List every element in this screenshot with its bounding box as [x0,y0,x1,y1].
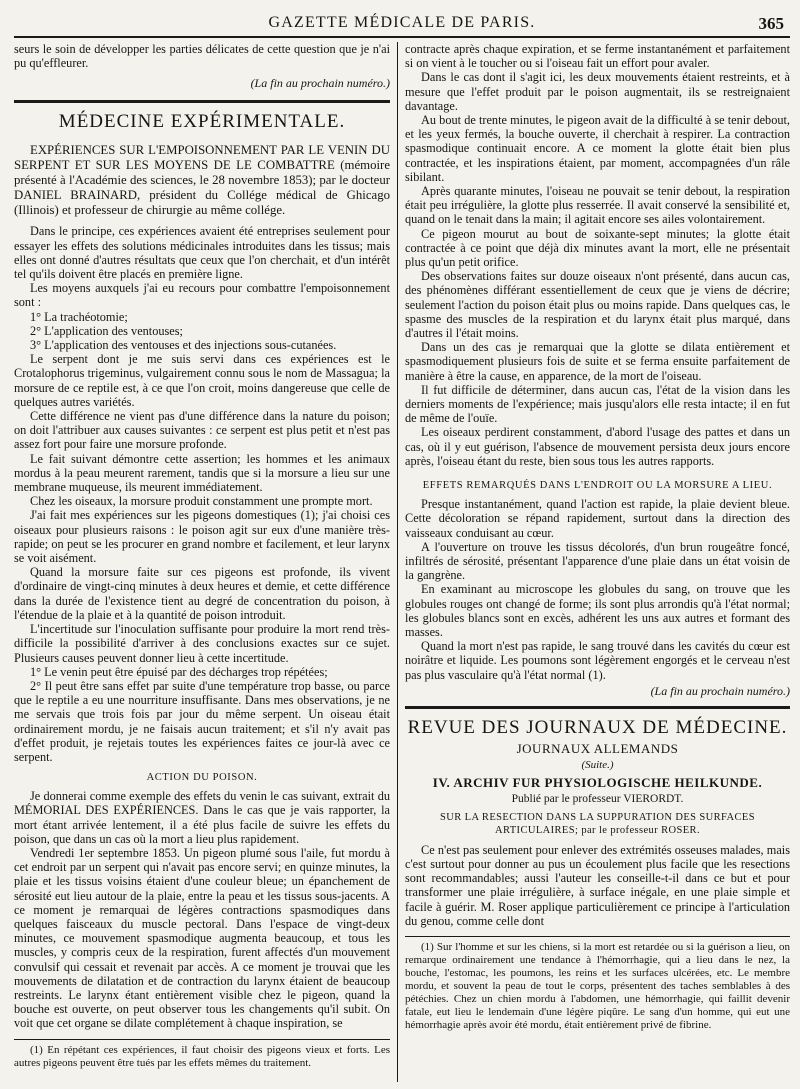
paragraph: 2° Il peut être sans effet par suite d'une température trop basse, ou parce que le reptile a eu une nourriture insuffisante. Dans mes observations, je ne me servais que trois fois par jour du même serpent. Un oiseau était ordinairement mordu, je ne faisais aucun traitement; et s'il n'y avait pas d'effet produit, je rejetais toutes les expériences faites ce jour-là avec ce serpent. [14,678,390,764]
to-be-continued-note: (La fin au prochain numéro.) [250,76,390,91]
paragraph: Dans le cas dont il s'agit ici, les deux mouvements étaient restreints, et à mesure que l'effet produit par le poison augmentait, ils se restreignaient davantage. [405,70,790,113]
paragraph: Les moyens auxquels j'ai eu recours pour combattre l'empoisonnement sont : [14,281,390,310]
list-item: 1° La trachéotomie; [30,309,128,324]
section-title-medecine-experimentale: MÉDECINE EXPÉRIMENTALE. [58,111,346,133]
paragraph: L'incertitude sur l'inoculation suffisante pour produire la mort rend très-difficile la possibilité d'arriver à des conclusions exactes sur ce sujet. Plusieurs causes peuvent donner lieu à cette incertitude. [14,622,390,665]
paragraph: Ce n'est pas seulement pour enlever des extrémités osseuses malades, mais c'est surtout pour donner au pus un écoulement plus facile que les resections sont recommandables; aussi l'auteur les conseille-t-il dans ce but et pour transformer une plaie irrégulière, à surface inégale, en une plaie simple et facile à guérir. M. Roser applique particulièrement ce principe à l'articulation du genou, comme celle dont [405,842,790,928]
paragraph: Les oiseaux perdirent constamment, d'abord l'usage des pattes et dans un cas, où il y eut guérison, l'absence de mouvement persista deux jours encore après, l'oiseau étant du reste, bien sous tous les autres rapports. [405,425,790,468]
journaux-allemands-heading: JOURNAUX ALLEMANDS [516,740,679,756]
footnote: (1) En répétant ces expériences, il faut choisir des pigeons vieux et forts. Les autres pigeons peuvent être tués par les effets mêmes du traitement. [14,1043,390,1069]
paragraph: Quand la mort n'est pas rapide, le sang trouvé dans les cavités du cœur est noirâtre et liquide. Les poumons sont légèrement engorgés et le cerveau n'est pas plus vasculaire qu'à l'état normal (1). [405,639,790,682]
paragraph: Dans le principe, ces expériences avaient été entreprises seulement pour essayer les effets des solutions médicinales introduites dans les tissus; mais elles ont donné d'autres résultats que ceux que l'on cherchait, et d'un intérêt tel qu'ils doivent être placés en première ligne. [14,224,390,282]
footnote-divider [14,1039,390,1040]
paragraph: Presque instantanément, quand l'action est rapide, la plaie devient bleue. Cette décoloration se répand rapidement, surtout dans la direction des vaisseaux conduisant au cœur. [405,497,790,540]
paragraph: J'ai fait mes expériences sur les pigeons domestiques (1); j'ai choisi ces oiseaux pour plusieurs raisons : le poison agit sur eux d'une manière très-rapide; on peut se les procurer en grand nombre et facilement, et leur larynx se voit aisément. [14,508,390,566]
paragraph: Vendredi 1er septembre 1853. Un pigeon plumé sous l'aile, fut mordu à cet endroit par un serpent qui n'avait pas encore servi; en quinze minutes, la plaie et les tissus voisins étaient d'une couleur bleue; un épanchement de sérosité eut lieu autour de la plaie, entre la peau et les tissus sous-jacents. A ce moment je remarquai de légères contractions spasmodiques dans quelques faisceaux du muscle pectoral. Dans l'espace de vingt-deux minutes, ce mouvement spasmodique augmenta beaucoup, et tous les muscles, y compris ceux de la respiration, furent affectés d'un mouvement convulsif qui cessait et revenait par accès. A ce moment je trouvai que les mouvements de dilatation et de contraction du larynx étaient de beaucoup restreints. Le larynx étant entièrement visible chez le pigeon, quand la bouche est ouverte, on peut observer tous les changements qu'il subit. On voit que cet organe se dilate complétement à chaque inspiration, se [14,845,390,1031]
paragraph: Après quarante minutes, l'oiseau ne pouvait se tenir debout, la respiration était peu irrégulière, la glotte plus resserrée. Il avait conservé la sensibilité et, quand on le tenait dans la main; il agitait encore ses ailes volontairement. [405,184,790,227]
paragraph: Le fait suivant démontre cette assertion; les hommes et les animaux mordus à la peau meurent rarement, tandis que si la morsure a lieu sur une membrane muqueuse, ils meurent immédiatement. [14,451,390,495]
resection-heading: SUR LA RESECTION DANS LA SUPPURATION DES SURFACES ARTICULAIRES; par le professeur ROSER. [440,811,755,836]
publisher-line: Publié par le professeur VIERORDT. [511,792,684,805]
paragraph: Le serpent dont je me suis servi dans ces expériences est le Crotalophorus trigeminus, vulgairement connu sous le nom de Massagua; la morsure de ce reptile est, à ce que l'on croit, moins dangereuse que celle de quelques autres variétés. [14,352,390,409]
page-header [14,6,790,38]
section-divider [14,100,390,103]
column-divider [397,42,398,1082]
right-column [405,42,790,1032]
paragraph: Au bout de trente minutes, le pigeon avait de la difficulté à se tenir debout, et les yeux fermés, la bouche ouverte, il cherchait à respirer. La contraction spasmodique continuait encore. A ce moment la glotte était bien plus contractée, et les inspirations étaient, par moment, accompagnées d'un râle sibilant. [405,113,790,184]
paragraph: Je donnerai comme exemple des effets du venin le cas suivant, extrait du MÉMORIAL DES EXPÉRIENCES. Dans le cas que je vais rapporter, la mort étant arrivée lentement, il a été plus facile de suivre les effets du poison, que dans un cas où la mort a lieu plus rapidement. [14,789,390,846]
footnote: (1) Sur l'homme et sur les chiens, si la mort est retardée ou si la guérison a lieu, on remarque ordinairement une tendance à l'hémorrhagie, qui a lieu dans le nez, la bouche, l'estomac, les poumons, les reins et les surfaces ulcérées, etc. Le membre mordu, et souvent la peau de tout le corps, présentent des taches semblables à des pétéchies. Chez un chien mordu à l'abdomen, une hémorrhagie, qui faillit devenir fatale, eut lieu le lendemain d'une légère piqûre. Le sang d'un homme, qui eut une hémorrhagie après avoir été mordu, était entièrement privé de fibrine. [405,940,790,1031]
paragraph: Cette différence ne vient pas d'une différence dans la nature du poison; on doit l'attribuer aux causes suivantes : ce serpent est plus petit et n'est pas assez fort pour faire une morsure profonde. [14,409,390,452]
paragraph: Chez les oiseaux, la morsure produit constamment une prompte mort. [30,494,373,509]
section-divider [405,706,790,709]
subheading-effets-remarques: EFFETS REMARQUÉS DANS L'ENDROIT OU LA MORSURE A LIEU. [422,480,773,492]
paragraph: Quand la morsure faite sur ces pigeons est profonde, ils vivent d'ordinaire de vingt-cinq minutes à deux heures et demie, et cette différence dans la durée de l'existence tient au degré de concentration du poison, à l'étendue de la plaie et à la quantité de poison introduit. [14,565,390,622]
archiv-heading: IV. ARCHIV FUR PHYSIOLOGISCHE HEILKUNDE. [432,774,763,790]
paragraph: En examinant au microscope les globules du sang, on trouve que les globules rouges ont changé de forme; ils sont plus arrondis qu'à l'état normal; les globules blancs sont en excès, adhérent les uns aux autres et formant des masses. [405,582,790,639]
footnote-divider [405,936,790,937]
continuation-text: seurs le soin de développer les parties délicates de cette question que je n'ai pu qu'effleurer. [14,42,390,71]
list-item: 1° Le venin peut être épuisé par des décharges trop répétées; [30,664,328,679]
left-column [14,42,390,1070]
paragraph: Ce pigeon mourut au bout de soixante-sept minutes; la glotte était contractée à ce point que déjà dix minutes avant la mort, elle ne présentait plus qu'un petit orifice. [405,226,790,270]
to-be-continued-note: (La fin au prochain numéro.) [650,683,790,698]
list-item: 3° L'application des ventouses et des injections sous-cutanées. [30,338,337,353]
subheading-action-du-poison: ACTION DU POISON. [146,772,258,784]
section-title-revue-des-journaux: REVUE DES JOURNAUX DE MÉDECINE. [407,716,788,738]
suite-note: (Suite.) [581,758,614,771]
paragraph: A l'ouverture on trouve les tissus décolorés, d'un brun rougeâtre foncé, infiltrés de sérosité, présentant l'apparence d'une plaie dans un état voisin de la gangrène. [405,539,790,583]
list-item: 2° L'application des ventouses; [30,323,183,338]
paragraph: contracte après chaque expiration, et se ferme instantanément et parfaitement si on vient à le toucher ou si l'oiseau fait un effort pour avaler. [405,42,790,71]
paragraph: Des observations faites sur douze oiseaux n'ont présenté, dans aucun cas, des phénomènes différant essentiellement de ceux que je viens de décrire; seulement l'action du poison était plus ou moins rapide. Dans quelques cas, le spasme des muscles de la respiration et du larynx était plus marqué, dans d'autres il l'était moins. [405,269,790,341]
page-number: 365 [758,14,784,33]
paragraph: Dans un des cas je remarquai que la glotte se dilata entièrement et spasmodiquement plusieurs fois de suite et se ferma ensuite parfaitement de manière à être la cause, en apparence, de la mort de l'oiseau. [405,340,790,383]
paragraph: Il fut difficile de déterminer, dans aucun cas, l'état de la vision dans les derniers moments de l'expérience; mais jusqu'alors elle resta intacte; il en fut de même de l'ouïe. [405,382,790,426]
journal-title: GAZETTE MÉDICALE DE PARIS. [268,14,536,31]
article-intro: EXPÉRIENCES SUR L'EMPOISONNEMENT PAR LE VENIN DU SERPENT ET SUR LES MOYENS DE LE COMBATTRE (mémoire présenté à l'Académie des sciences, le 28 novembre 1853); par le docteur DANIEL BRAINARD, président du Collége médical de Ghicago (Illinois) et professeur de chirurgie au même collége. [14,143,390,218]
